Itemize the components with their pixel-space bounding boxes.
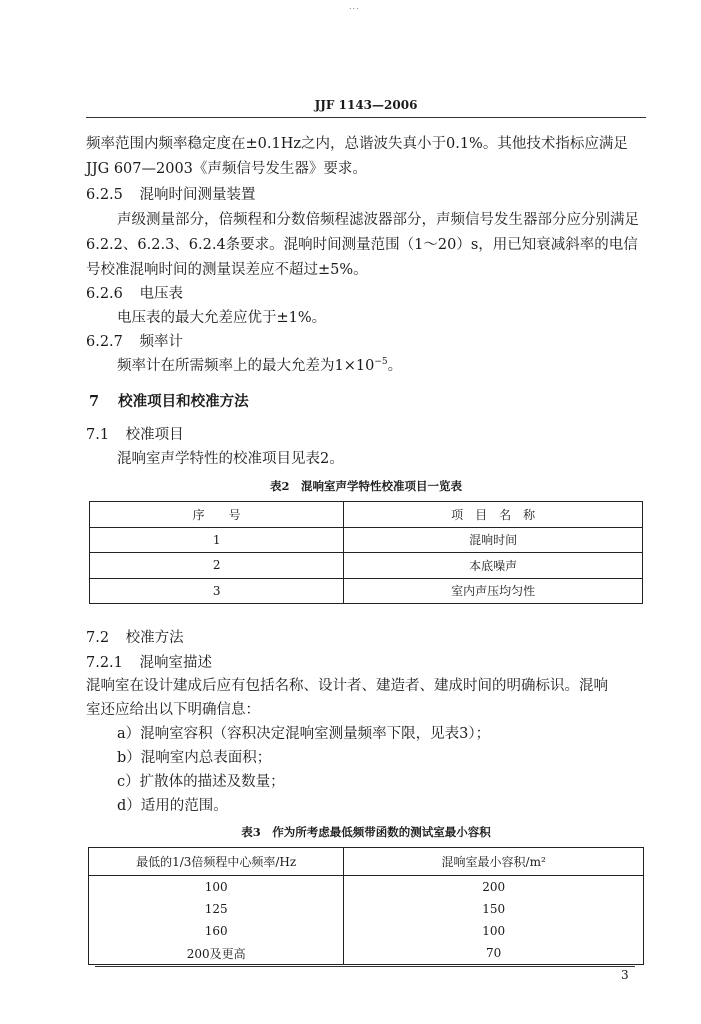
table-cell: 1 <box>90 527 344 553</box>
body-line: 6.2.2、6.2.3、6.2.4条要求。混响时间测量范围（1～20）s，用已知衰减斜率的电信 <box>86 237 638 253</box>
table2-caption: 表2 混响室声学特性校准项目一览表 <box>270 479 462 493</box>
table-row <box>90 527 643 553</box>
table-cell: 100 <box>344 920 644 942</box>
chapter-heading <box>89 390 249 411</box>
body-line: 号校准混响时间的测量误差应不超过±5%。 <box>86 262 368 278</box>
section-title: 频率计 <box>139 334 184 350</box>
section-title: 校准方法 <box>125 630 184 646</box>
list-item: a）混响室容积（容积决定混响室测量频率下限，见表3）； <box>117 726 491 742</box>
section-heading <box>86 423 184 444</box>
section-title: 混响室描述 <box>139 655 213 671</box>
table-cell: 200及更高 <box>89 942 344 965</box>
chapter-number: 7 <box>89 393 100 410</box>
table2 <box>89 501 643 604</box>
table-cell: 3 <box>90 578 344 604</box>
chapter-title: 校准项目和校准方法 <box>118 393 249 410</box>
table-row <box>90 553 643 579</box>
section-title: 混响时间测量装置 <box>139 187 256 203</box>
table-cell: 125 <box>89 898 344 920</box>
table-cell: 150 <box>344 898 644 920</box>
list-item: b）混响室内总表面积； <box>117 750 272 766</box>
exponent: −5 <box>374 357 388 368</box>
section-number: 6.2.5 <box>86 187 123 203</box>
table-header: 序 号 <box>90 502 344 528</box>
table-cell: 混响时间 <box>344 527 643 553</box>
table-cell: 2 <box>90 553 344 579</box>
list-item: c）扩散体的描述及数量； <box>117 774 285 790</box>
body-line: 混响室声学特性的校准项目见表2。 <box>117 451 344 467</box>
table-header: 最低的1/3倍频程中心频率/Hz <box>89 848 344 876</box>
table3-caption: 表3 作为所考虑最低频带函数的测试室最小容积 <box>241 825 491 839</box>
section-title: 校准项目 <box>125 427 184 443</box>
body-line: 混响室在设计建成后应有包括名称、设计者、建造者、建成时间的明确标识。混响 <box>86 678 608 694</box>
section-number: 7.2.1 <box>86 655 123 671</box>
header-rule <box>86 117 646 118</box>
table-row <box>89 942 644 965</box>
table-header: 项 目 名 称 <box>344 502 643 528</box>
section-number: 7.2 <box>86 630 110 646</box>
table-cell: 70 <box>344 942 644 965</box>
table-cell: 160 <box>89 920 344 942</box>
table-row <box>89 876 644 899</box>
table-header: 混响室最小容积/m² <box>344 848 644 876</box>
body-line: 声级测量部分，倍频程和分数倍频程滤波器部分，声频信号发生器部分应分别满足 <box>117 212 639 228</box>
table-cell: 100 <box>89 876 344 899</box>
section-heading <box>86 626 184 647</box>
section-number: 7.1 <box>86 427 110 443</box>
table-header-row <box>90 502 643 528</box>
section-heading <box>86 282 183 303</box>
footer-rule <box>95 966 635 967</box>
top-mark: ... <box>349 2 360 11</box>
table-row <box>90 578 643 604</box>
table3 <box>88 847 644 965</box>
page-header: JJF 1143—2006 <box>314 98 418 112</box>
body-line: 频率范围内频率稳定度在±0.1Hz之内，总谐波失真小于0.1%。其他技术指标应满足 <box>86 136 628 152</box>
table-cell: 本底噪声 <box>344 553 643 579</box>
body-line: JJG 607—2003《声频信号发生器》要求。 <box>86 161 367 177</box>
body-line: 频率计在所需频率上的最大允差为$1\times 10^{-5}$。 <box>117 357 403 374</box>
section-heading <box>86 183 256 204</box>
section-title: 电压表 <box>139 286 184 302</box>
table-cell: 200 <box>344 876 644 899</box>
section-number: 6.2.6 <box>86 286 123 302</box>
body-line: 室还应给出以下明确信息： <box>86 702 260 718</box>
table-row <box>89 898 644 920</box>
page-number: 3 <box>621 968 629 982</box>
table-cell: 室内声压均匀性 <box>344 578 643 604</box>
list-item: d）适用的范围。 <box>117 798 228 814</box>
body-line: 电压表的最大允差应优于±1%。 <box>117 310 327 326</box>
section-heading <box>86 330 183 351</box>
section-number: 6.2.7 <box>86 334 123 350</box>
table-row <box>89 920 644 942</box>
section-heading <box>86 651 212 672</box>
table-header-row <box>89 848 644 876</box>
